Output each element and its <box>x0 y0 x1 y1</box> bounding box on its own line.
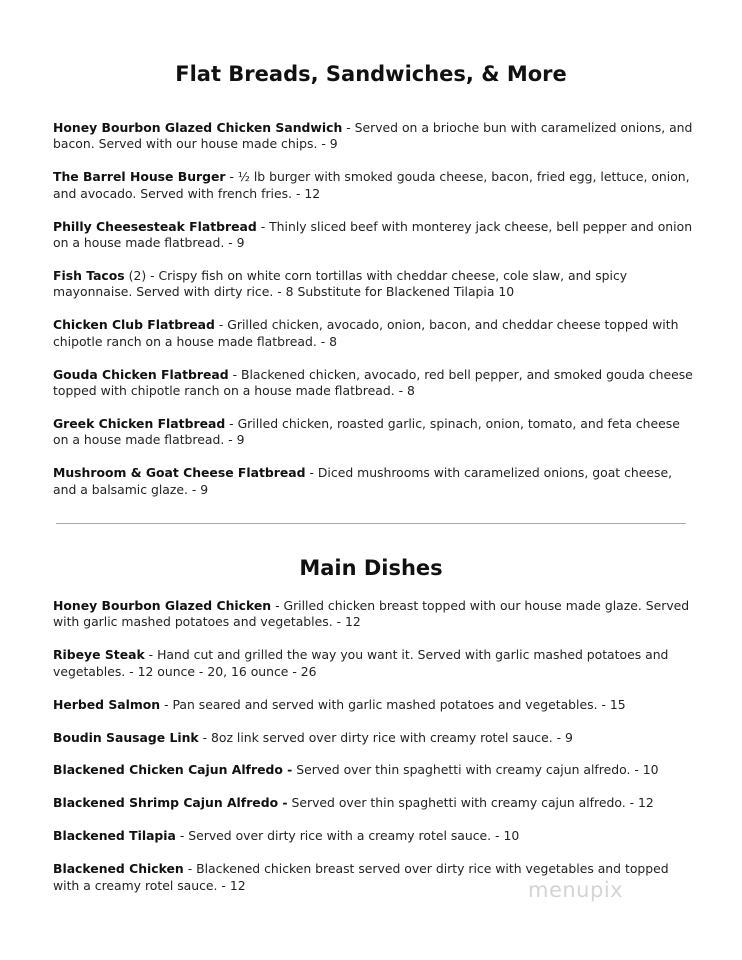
menu-item-name: Blackened Chicken <box>53 861 184 877</box>
menu-item <box>53 697 693 713</box>
menupix-watermark: menupix <box>528 878 624 902</box>
menu-item <box>53 169 693 202</box>
menu-item <box>53 317 693 350</box>
main-dishes-menu-list <box>53 598 693 910</box>
menu-item-description: - Grilled chicken, roasted garlic, spinach, onion, tomato, and feta cheese on a house made flatbread. - 9 <box>53 415 680 448</box>
menu-item-name: Honey Bourbon Glazed Chicken <box>53 598 272 613</box>
menu-item-name: Blackened Chicken Cajun Alfredo - <box>53 762 293 778</box>
menu-item-name: Greek Chicken Flatbread <box>53 415 226 431</box>
menu-item-description: - Hand cut and grilled the way you want it. Served with garlic mashed potatoes and vegetables. - 12 ounce - 20, 16 ounce - 26 <box>53 647 669 679</box>
menu-item-description: - ½ lb burger with smoked gouda cheese, bacon, fried egg, lettuce, onion, and avocado. Served with french fries. - 12 <box>53 169 690 201</box>
menu-item <box>53 828 693 844</box>
menu-item <box>53 268 693 301</box>
menu-item <box>53 416 693 449</box>
section-title-flatbreads: Flat Breads, Sandwiches, & More <box>175 62 567 86</box>
menu-item <box>53 367 693 400</box>
menu-item-name: Blackened Tilapia <box>53 828 176 844</box>
menu-item <box>53 219 693 252</box>
menu-item-name: Gouda Chicken Flatbread <box>53 366 229 382</box>
menu-item-description: - Pan seared and served with garlic mashed potatoes and vegetables. - 15 <box>160 696 626 712</box>
menu-item-description: - Diced mushrooms with caramelized onions, goat cheese, and a balsamic glaze. - 9 <box>53 465 673 497</box>
menu-item-description: Served over thin spaghetti with creamy cajun alfredo. - 12 <box>287 795 654 811</box>
section-title-main-dishes: Main Dishes <box>299 556 443 580</box>
menu-item-description: - Blackened chicken, avocado, red bell pepper, and smoked gouda cheese topped with chipotle ranch on a house made flatbread. - 8 <box>53 366 693 398</box>
menu-item-description: - Grilled chicken, avocado, onion, bacon, and cheddar cheese topped with chipotle ranch on a house made flatbread. - 8 <box>53 317 679 349</box>
menu-item-name: Honey Bourbon Glazed Chicken Sandwich <box>53 120 343 135</box>
menu-item-name: Ribeye Steak <box>53 647 145 663</box>
menu-item <box>53 598 693 631</box>
menu-item-description: - Grilled chicken breast topped with our house made glaze. Served with garlic mashed potatoes and vegetables. - 12 <box>53 598 690 630</box>
menu-item-name: The Barrel House Burger <box>53 169 226 185</box>
menu-item-description: (2) - Crispy fish on white corn tortillas with cheddar cheese, cole slaw, and spicy mayonnaise. Served with dirty rice. - 8 Substitute for Blackened Tilapia 10 <box>53 267 628 300</box>
menu-item <box>53 120 693 153</box>
menu-item <box>53 465 693 498</box>
menu-item-name: Herbed Salmon <box>53 696 161 712</box>
menu-item-description: - Served on a brioche bun with caramelized onions, and bacon. Served with our house made chips. - 9 <box>53 120 693 152</box>
menu-item-name: Fish Tacos <box>53 267 125 283</box>
menu-item-description: - Thinly sliced beef with monterey jack cheese, bell pepper and onion on a house made flatbread. - 9 <box>53 218 693 251</box>
flatbreads-menu-list <box>53 120 693 515</box>
menu-item-name: Mushroom & Goat Cheese Flatbread <box>53 465 306 481</box>
menu-item-name: Philly Cheesesteak Flatbread <box>53 218 257 234</box>
menu-item-name: Boudin Sausage Link <box>53 729 199 745</box>
menu-item-name: Blackened Shrimp Cajun Alfredo - <box>53 795 288 811</box>
menu-item-description: Served over thin spaghetti with creamy cajun alfredo. - 10 <box>292 762 659 778</box>
menu-item-description: - 8oz link served over dirty rice with creamy rotel sauce. - 9 <box>198 729 573 745</box>
menu-item <box>53 762 693 778</box>
menu-item-description: - Served over dirty rice with a creamy rotel sauce. - 10 <box>175 828 520 844</box>
menu-item <box>53 647 693 680</box>
menu-item <box>53 730 693 746</box>
section-divider <box>56 523 686 524</box>
menu-item-description: - Blackened chicken breast served over dirty rice with vegetables and topped with a creamy rotel sauce. - 12 <box>53 861 669 893</box>
menu-item <box>53 795 693 811</box>
menu-item-name: Chicken Club Flatbread <box>53 317 215 333</box>
